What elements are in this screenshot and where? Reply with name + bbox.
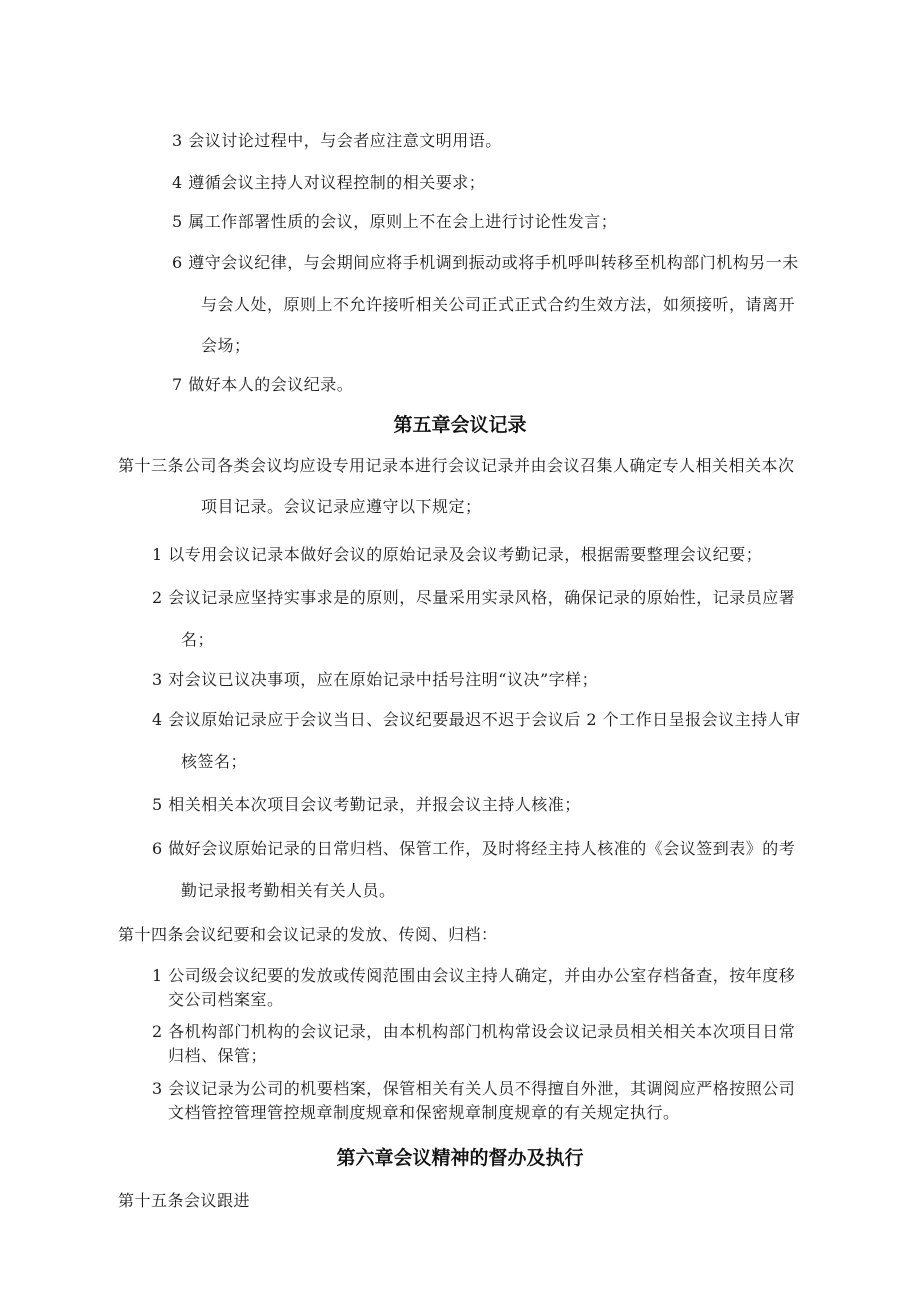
item-line: 核签名；: [181, 752, 248, 771]
chapter-heading: 第六章会议精神的督办及执行: [336, 1147, 584, 1169]
item-line: 3 会议记录为公司的机要档案，保管相关有关人员不得擅自外泄，其调阅应严格按照公司: [152, 1079, 796, 1098]
item-line: 归档、保管；: [168, 1046, 268, 1065]
item-line: 文档管控管理管控规章制度规章和保密规章制度规章的有关规定执行。: [168, 1103, 680, 1122]
article-line: 第十三条公司各类会议均应设专用记录本进行会议记录并由会议召集人确定专人相关相关本次: [118, 456, 795, 475]
item-line: 2 会议记录应坚持实事求是的原则，尽量采用实录风格，确保记录的原始性，记录员应署: [152, 588, 796, 607]
item-line: 6 做好会议原始记录的日常归档、保管工作，及时将经主持人核准的《会议签到表》的考: [152, 839, 796, 858]
item-line: 3 会议讨论过程中，与会者应注意文明用语。: [172, 131, 502, 150]
item-line: 勤记录报考勤相关有关人员。: [181, 881, 396, 900]
item-line: 会场；: [201, 336, 251, 355]
item-line: 2 各机构部门机构的会议记录，由本机构部门机构常设会议记录员相关相关本次项目日常: [152, 1022, 796, 1041]
item-line: 4 会议原始记录应于会议当日、会议纪要最迟不迟于会议后 2 个工作日呈报会议主持人审: [152, 710, 801, 729]
article-line: 第十四条会议纪要和会议记录的发放、传阅、归档：: [118, 925, 498, 944]
chapter-heading: 第五章会议记录: [393, 414, 527, 436]
item-line: 名；: [181, 630, 215, 649]
item-line: 5 相关相关本次项目会议考勤记录，并报会议主持人核准；: [152, 795, 581, 814]
article-line: 第十五条会议跟进: [118, 1191, 251, 1210]
item-line: 1 以专用会议记录本做好会议的原始记录及会议考勤记录，根据需要整理会议纪要；: [152, 545, 763, 564]
item-line: 7 做好本人的会议纪录。: [172, 375, 354, 394]
item-line: 6 遵守会议纪律，与会期间应将手机调到振动或将手机呼叫转移至机构部门机构另一未: [172, 253, 799, 272]
item-line: 3 对会议已议决事项，应在原始记录中括号注明“议决”字样；: [152, 670, 599, 689]
article-line: 项目记录。会议记录应遵守以下规定；: [201, 497, 482, 516]
item-line: 与会人处，原则上不允许接听相关公司正式正式合约生效方法，如须接听，请离开: [201, 295, 796, 314]
item-line: 交公司档案室。: [168, 990, 284, 1009]
item-line: 5 属工作部署性质的会议，原则上不在会上进行讨论性发言；: [172, 212, 618, 231]
item-line: 1 公司级会议纪要的发放或传阅范围由会议主持人确定，并由办公室存档备查，按年度移: [152, 966, 796, 985]
item-line: 4 遵循会议主持人对议程控制的相关要求；: [172, 173, 486, 192]
